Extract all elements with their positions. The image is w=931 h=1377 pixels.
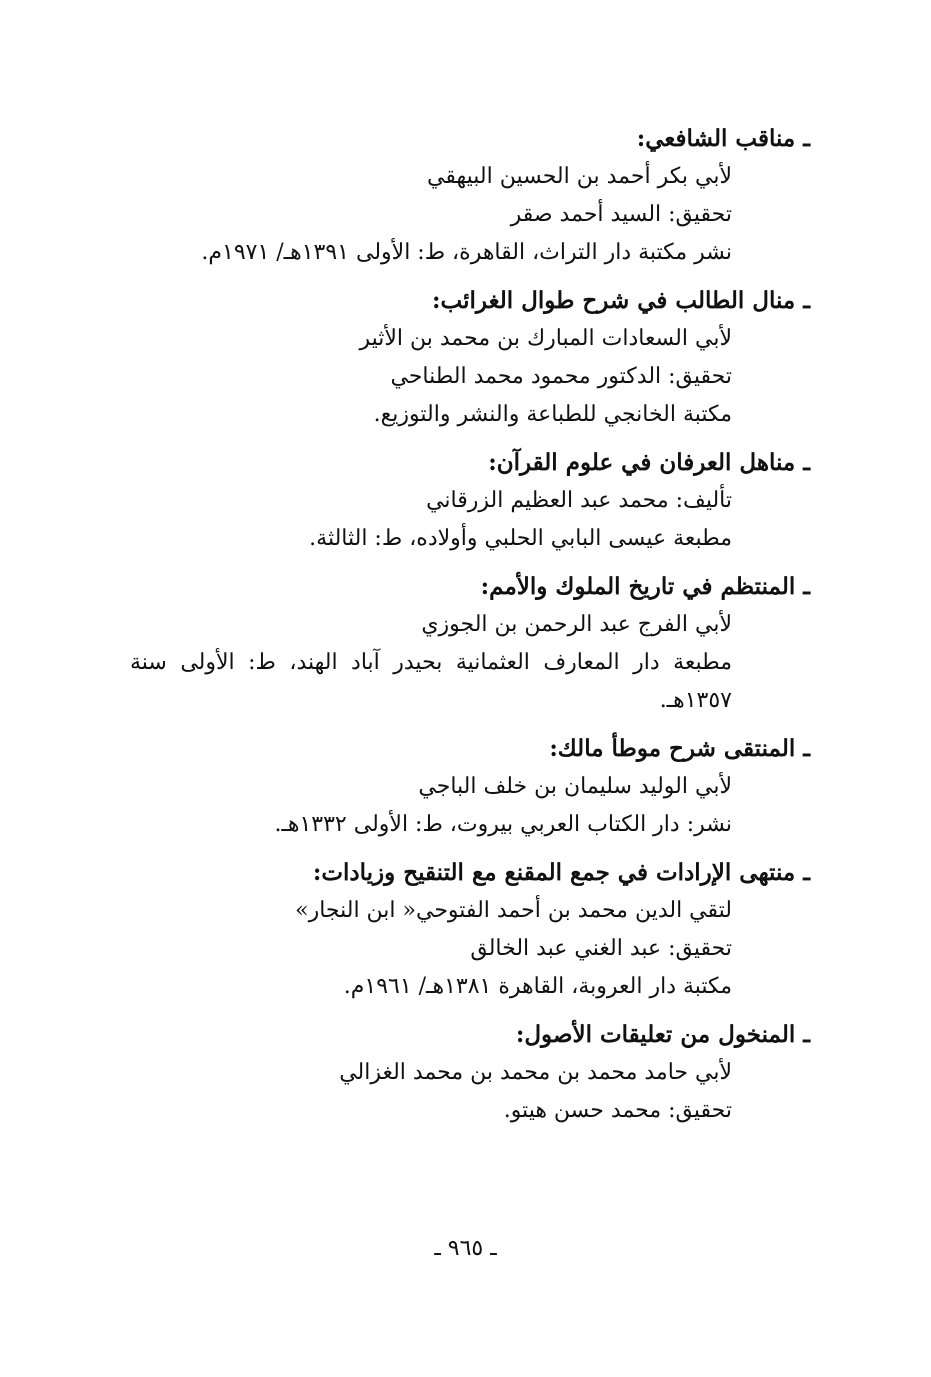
entry-author: لأبي الفرج عبد الرحمن بن الجوزي — [421, 612, 732, 637]
entry-author: لتقي الدين محمد بن أحمد الفتوحي« ابن النجار» — [295, 898, 732, 923]
entry-editor: تحقيق: محمد حسن هيتو. — [503, 1098, 732, 1123]
bibliography-entry — [130, 1016, 810, 1130]
entry-publisher: مكتبة دار العروبة، القاهرة ١٣٨١هـ/ ١٩٦١م. — [343, 974, 732, 999]
bibliography-entry — [130, 730, 810, 844]
entry-author: لأبي حامد محمد بن محمد بن محمد الغزالي — [339, 1060, 732, 1085]
entry-title: ـ المنتقى شرح موطأ مالك: — [549, 735, 810, 762]
entry-publisher: نشر: دار الكتاب العربي بيروت، ط: الأولى ١٣٣٢هـ. — [274, 812, 732, 837]
entry-publisher: نشر مكتبة دار التراث، القاهرة، ط: الأولى ١٣٩١هـ/ ١٩٧١م. — [201, 240, 732, 265]
entry-author: لأبي بكر أحمد بن الحسين البيهقي — [427, 164, 732, 189]
entry-author: تأليف: محمد عبد العظيم الزرقاني — [426, 488, 732, 513]
bibliography-entry — [130, 120, 810, 272]
bibliography-entry — [130, 444, 810, 558]
page-number: ـ ٩٦٥ ـ — [434, 1236, 497, 1261]
entry-title: ـ مناهل العرفان في علوم القرآن: — [488, 449, 810, 476]
entry-editor: تحقيق: الدكتور محمود محمد الطناحي — [390, 364, 732, 389]
entry-editor: تحقيق: السيد أحمد صقر — [510, 202, 732, 227]
entry-editor: تحقيق: عبد الغني عبد الخالق — [470, 936, 732, 961]
entry-publisher: مكتبة الخانجي للطباعة والنشر والتوزيع. — [373, 402, 732, 427]
bibliography-entry — [130, 854, 810, 1006]
entry-title: ـ مناقب الشافعي: — [636, 125, 810, 152]
entry-title: ـ المنتظم في تاريخ الملوك والأمم: — [480, 573, 810, 600]
entry-publisher: مطبعة عيسى البابي الحلبي وأولاده، ط: الثالثة. — [309, 526, 732, 551]
entry-author: لأبي السعادات المبارك بن محمد بن الأثير — [359, 326, 732, 351]
bibliography-entry — [130, 282, 810, 434]
entry-title: ـ منال الطالب في شرح طوال الغرائب: — [432, 287, 810, 314]
bibliography-list — [130, 120, 810, 1130]
entry-publisher: مطبعة دار المعارف العثمانية بحيدر آباد الهند، ط: الأولى سنة ١٣٥٧هـ. — [130, 650, 732, 713]
entry-title: ـ منتهى الإرادات في جمع المقنع مع التنقيح وزيادات: — [312, 859, 810, 886]
bibliography-entry — [130, 568, 810, 720]
entry-title: ـ المنخول من تعليقات الأصول: — [515, 1021, 810, 1048]
entry-author: لأبي الوليد سليمان بن خلف الباجي — [418, 774, 732, 799]
